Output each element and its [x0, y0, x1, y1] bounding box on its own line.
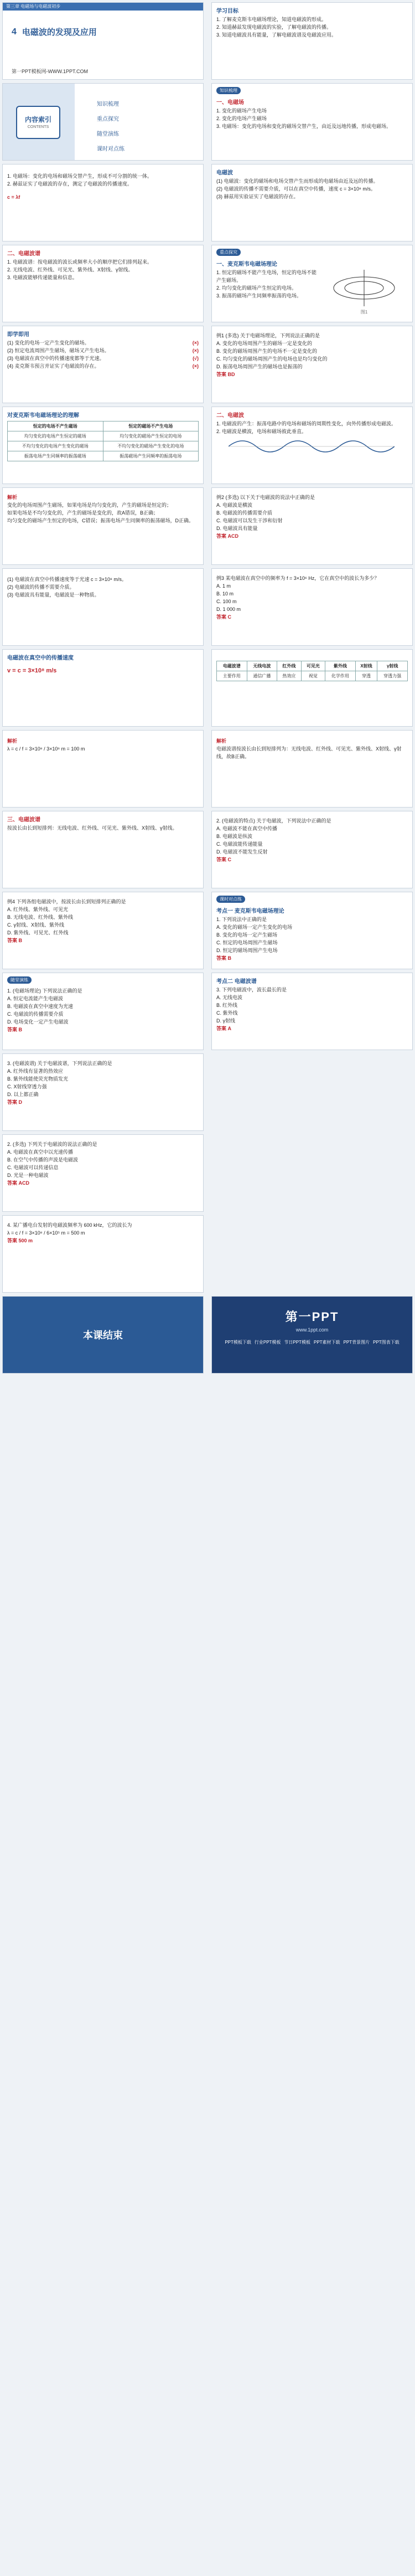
answer: 答案 500 m	[7, 1238, 33, 1243]
slide-brand	[211, 1296, 413, 1374]
text-line: 3. 电磁波能够传递能量和信息。	[7, 275, 78, 280]
text-line: 1. 恒定的磁场不能产生电场，恒定的电场不能产生磁场。	[216, 270, 317, 283]
question: 4. 某广播电台发射的电磁波频率为 600 kHz，它的波长为	[7, 1222, 132, 1228]
option: D. 电磁波不能发生反射	[216, 849, 268, 855]
option: C. γ射线、X射线、紫外线	[7, 922, 65, 928]
question: 例2 (多选) 以下关于电磁波的说法中正确的是	[216, 495, 315, 500]
option: D. γ射线	[216, 1018, 236, 1024]
text-line: (1) 电磁波在真空中传播速度等于光速 c = 3×10⁸ m/s。	[7, 577, 127, 582]
option: C. 电磁波可以传递信息	[7, 1165, 59, 1170]
slide-l7	[2, 487, 204, 565]
text-line: 1. 电磁波的产生：振荡电路中的电场和磁场的周期性变化，向外传播形成电磁波。	[216, 421, 397, 426]
text-line: (3) 赫兹用实验证实了电磁波的存在。	[216, 194, 299, 199]
formula: λ = c / f = 3×10⁸ / 6×10⁵ m = 500 m	[7, 1230, 85, 1236]
text-line: 变化的电场周围产生磁场，如果电场是均匀变化的，产生的磁场是恒定的；	[7, 502, 172, 508]
question: 例4 下列各组电磁波中，按波长由长到短排列正确的是	[7, 899, 126, 904]
contents-item[interactable]: 课时对点练	[97, 146, 124, 152]
judge-item: (1) 变化的电场一定产生变化的磁场。	[7, 340, 90, 346]
answer: 答案 B	[7, 938, 23, 943]
brand-link[interactable]: 节日PPT模板	[284, 1340, 310, 1345]
section-title: 二、电磁波谱	[7, 251, 40, 257]
judge-item: (4) 麦克斯韦预言并证实了电磁波的存在。	[7, 363, 100, 369]
end-text: 本课结束	[83, 1330, 123, 1341]
table-cell: 热效应	[277, 671, 301, 681]
slide-l10	[2, 730, 204, 808]
text-line: (2) 电磁波的传播不需要介质。	[7, 584, 75, 590]
option: A. 1 m	[216, 583, 231, 589]
slide-title	[2, 2, 204, 80]
table-header: 红外线	[277, 661, 301, 671]
option: C. 100 m	[216, 599, 237, 604]
text-line: 2. 均匀变化的磁场产生恒定的电场。	[216, 285, 297, 291]
slide-r3	[211, 164, 413, 241]
brand-site[interactable]: www.1ppt.com	[295, 1327, 329, 1333]
table-cell: 视觉	[301, 671, 325, 681]
option: B. 电磁波在真空中速度为光速	[7, 1004, 74, 1009]
judge-item: (3) 电磁波在真空中的传播速度都等于光速。	[7, 356, 105, 361]
option: A. 变化的磁场一定产生变化的电场	[216, 924, 293, 930]
table-header: 电磁波谱	[217, 661, 247, 671]
text-line: (2) 电磁波的传播不需要介质，可以在真空中传播，速度 c = 3×10⁸ m/s。	[216, 186, 376, 192]
answer: 答案 B	[216, 955, 232, 961]
slide-l13	[2, 973, 204, 1050]
table-header: 紫外线	[325, 661, 356, 671]
text-line: 电磁波谱按波长由长到短排列为：无线电波、红外线、可见光、紫外线、X射线、γ射线，故B正确。	[216, 746, 402, 759]
formula: λ = c / f = 3×10⁸ / 3×10⁶ m = 100 m	[7, 746, 85, 752]
spectrum-table	[216, 661, 408, 681]
site-link[interactable]: 第一PPT模板网-WWW.1PPT.COM	[12, 69, 88, 74]
slide-r9	[211, 649, 413, 727]
formula: v = c = 3×10⁸ m/s	[7, 667, 57, 674]
text-line: 1. 电磁波谱：按电磁波的波长或频率大小的顺序把它们排列起来。	[7, 259, 153, 265]
option: D. 电磁波具有能量	[216, 526, 258, 531]
answer: 答案 A	[216, 1026, 232, 1031]
table-header: X射线	[355, 661, 377, 671]
analysis-label: 解析	[7, 738, 18, 744]
option: C. 均匀变化的磁场周围产生的电场也是均匀变化的	[216, 356, 328, 362]
slide-l3	[2, 164, 204, 241]
text-line: 2. 变化的电场产生磁场	[216, 116, 267, 121]
table-header: 可见光	[301, 661, 325, 671]
lesson-title: 电磁波的发现及应用	[22, 28, 97, 37]
option: D. 1 000 m	[216, 606, 241, 612]
goals-head: 学习目标	[216, 8, 238, 14]
table-cell: 主要作用	[217, 671, 247, 681]
slide-l8	[2, 568, 204, 646]
section-title: 对麦克斯韦电磁场理论的理解	[7, 413, 79, 419]
section-title: 电磁波	[216, 170, 233, 176]
judge-item: (2) 恒定电流周围产生磁场，磁场又产生电场。	[7, 348, 110, 353]
option: A. 变化的电场周围产生的磁场一定是变化的	[216, 341, 313, 346]
slide-l12	[2, 892, 204, 969]
slide-goals	[211, 2, 413, 80]
option: B. 电磁波是纵波	[216, 834, 253, 839]
text-line: (1) 电磁波：变化的磁场和电场交替产生而形成的电磁场由近及远的传播。	[216, 178, 378, 184]
option: D. 振荡电场周围产生的磁场也是振荡的	[216, 364, 303, 369]
brand-link[interactable]: 行业PPT模板	[254, 1340, 281, 1345]
formula: c = λf	[7, 194, 20, 200]
section-title: 即学即用	[7, 332, 29, 338]
text-line: 2. 无线电波、红外线、可见光、紫外线、X射线、γ射线。	[7, 267, 133, 272]
option: D. 电场变化一定产生电磁波	[7, 1019, 69, 1025]
slide-r2	[211, 83, 413, 161]
option: B. 在空气中传播的声波是电磁波	[7, 1157, 79, 1163]
goal-item: 2. 知道赫兹发现电磁波的实验，了解电磁波的传播。	[216, 24, 332, 30]
answer: 答案 ACD	[216, 533, 238, 539]
contents-label: 内容索引	[24, 116, 51, 124]
slide-l14	[2, 1053, 204, 1131]
section-chip: 随堂演练	[7, 976, 32, 984]
slide-contents	[2, 83, 204, 161]
judge-mark: (×)	[192, 348, 199, 353]
table-header: 无线电波	[247, 661, 277, 671]
question: 例1 (多选) 关于电磁场理论，下列说法正确的是	[216, 333, 320, 338]
slide-r6	[211, 407, 413, 484]
answer: 答案 B	[7, 1027, 23, 1032]
text-line: 1. 变化的磁场产生电场	[216, 108, 267, 114]
slide-l6	[2, 407, 204, 484]
option: B. 电磁波的传播需要介质	[216, 510, 273, 516]
section-chip: 课时对点练	[216, 896, 245, 903]
brand-link[interactable]: PPT素材下载	[314, 1340, 340, 1345]
section-title: 考点二 电磁波谱	[216, 979, 257, 985]
slide-l4	[2, 245, 204, 322]
text-line: 1. 电磁场：变化的电场和磁场交替产生，形成不可分割的统一体。	[7, 173, 153, 179]
section-title: 三、电磁波谱	[7, 817, 40, 823]
brand-link[interactable]: PPT背景图片	[343, 1340, 370, 1345]
option: C. 恒定的电场周围产生磁场	[216, 940, 278, 945]
text-line: 2. 电磁波是横波，电场和磁场彼此垂直。	[216, 429, 307, 434]
option: B. 10 m	[216, 591, 234, 597]
text-line: 如果电场是不均匀变化的，产生的磁场是变化的，故A错误，B正确；	[7, 510, 159, 516]
option: A. 红外线有显著的热效应	[7, 1068, 64, 1074]
option: B. 红外线	[216, 1002, 238, 1008]
goal-item: 1. 了解麦克斯韦电磁场理论，知道电磁波的形成。	[216, 17, 327, 22]
table-cell: 振荡电场产生同频率的振荡磁场	[8, 451, 103, 461]
table-cell: 均匀变化的磁场产生恒定的电场	[103, 431, 199, 441]
contents-sub: CONTENTS	[27, 125, 49, 129]
table-cell: 均匀变化的电场产生恒定的磁场	[8, 431, 103, 441]
text-line: 均匀变化的磁场产生恒定的电场，C错误；振荡电场产生同频率的振荡磁场，D正确。	[7, 518, 194, 523]
slide-r12	[211, 892, 413, 969]
section-title: 一、麦克斯韦电磁场理论	[216, 261, 277, 268]
judge-mark: (×)	[192, 340, 199, 346]
table-cell: 通信广播	[247, 671, 277, 681]
option: A. 电磁波在真空中以光速传播	[7, 1149, 74, 1155]
option: B. 变化的磁场周围产生的电场不一定是变化的	[216, 348, 318, 354]
slide-r10	[211, 730, 413, 808]
lesson-number: 4	[12, 27, 17, 37]
contents-item[interactable]: 重点探究	[97, 116, 119, 122]
option: C. X射线穿透力强	[7, 1084, 47, 1089]
option: C. 电磁波能传递能量	[216, 841, 263, 847]
table-cell: 穿透	[355, 671, 377, 681]
section-chip: 重点探究	[216, 249, 241, 256]
option: D. 以上都正确	[7, 1092, 39, 1097]
brand-link[interactable]: PPT图表下载	[373, 1340, 400, 1345]
question: 2. (多选) 下列关于电磁波的说法正确的是	[7, 1142, 97, 1147]
table-cell: 穿透力强	[377, 671, 408, 681]
goal-item: 3. 知道电磁波具有能量，了解电磁波谱及电磁波应用。	[216, 32, 337, 38]
brand-link[interactable]: PPT模板下载	[225, 1340, 251, 1345]
slide-l15	[2, 1134, 204, 1212]
option: A. 电磁波不能在真空中传播	[216, 826, 278, 831]
answer: 答案 C	[216, 614, 232, 620]
option: D. 光是一种电磁波	[7, 1173, 49, 1178]
slide-header: 第三章 电磁场与电磁波初步	[3, 3, 203, 11]
section-title: 考点一 麦克斯韦电磁场理论	[216, 908, 284, 914]
contents-item[interactable]: 知识梳理	[97, 101, 119, 107]
text-line: 3. 电磁场：变化的电场和变化的磁场交替产生，由近及远地传播，形成电磁场。	[216, 124, 392, 129]
text-line: 2. 赫兹证实了电磁波的存在，测定了电磁波的传播速度。	[7, 181, 133, 187]
slide-r7	[211, 487, 413, 565]
table-header: γ射线	[377, 661, 408, 671]
analysis-label: 解析	[7, 495, 18, 500]
slide-l16	[2, 1215, 204, 1293]
question: 1. (电磁场理论) 下列说法正确的是	[7, 988, 82, 994]
contents-item[interactable]: 随堂演练	[97, 131, 119, 137]
option: B. 无线电波、红外线、紫外线	[7, 914, 74, 920]
question: 3. (电磁波谱) 关于电磁波谱，下列说法正确的是	[7, 1061, 112, 1066]
answer: 答案 C	[216, 857, 232, 862]
slide-end	[2, 1296, 204, 1374]
section-title: 二、电磁波	[216, 413, 244, 419]
option: A. 电磁波是横波	[216, 502, 253, 508]
field-lines-figure	[328, 269, 400, 307]
slide-r11	[211, 811, 413, 888]
text-line: (3) 电磁波具有能量，电磁波是一种物质。	[7, 592, 100, 598]
option: C. 紫外线	[216, 1010, 238, 1016]
wave-figure	[229, 435, 395, 457]
answer: 答案 BD	[216, 372, 235, 377]
judge-mark: (×)	[192, 363, 199, 369]
table-cell: 不均匀变化的磁场产生变化的电场	[103, 441, 199, 451]
table-cell: 不均匀变化的电场产生变化的磁场	[8, 441, 103, 451]
analysis-label: 解析	[216, 738, 227, 744]
question: 3. 下列电磁波中，波长最长的是	[216, 987, 287, 993]
option: A. 恒定电流能产生电磁波	[7, 996, 64, 1001]
question: 2. (电磁波的特点) 关于电磁波，下列说法中正确的是	[216, 818, 331, 824]
slide-r8	[211, 568, 413, 646]
table-cell: 振荡磁场产生同频率的振荡电场	[103, 451, 199, 461]
option: B. 变化的电场一定产生磁场	[216, 932, 278, 938]
section-title: 电磁波在真空中的传播速度	[7, 655, 74, 661]
text-line: 3. 振荡的磁场产生同频率振荡的电场。	[216, 293, 302, 299]
slide-r13	[211, 973, 413, 1050]
section-chip: 知识梳理	[216, 87, 241, 94]
answer: 答案 ACD	[7, 1180, 29, 1186]
brand-logo: 第一PPT	[285, 1310, 339, 1324]
judge-mark: (√)	[193, 356, 199, 361]
table-header: 恒定的电场不产生磁场	[8, 421, 103, 431]
question: 1. 下列说法中正确的是	[216, 917, 267, 922]
table-cell: 化学作用	[325, 671, 356, 681]
figure-caption: 图1	[360, 310, 368, 315]
slide-l11	[2, 811, 204, 888]
option: D. 恒定的磁场周围产生电场	[216, 948, 278, 953]
option: D. 紫外线、可见光、红外线	[7, 930, 69, 935]
theory-table	[7, 421, 199, 461]
option: A. 红外线、紫外线、可见光	[7, 907, 69, 912]
slide-l5	[2, 326, 204, 403]
option: B. 紫外线能使荧光物质发光	[7, 1076, 69, 1082]
option: A. 无线电波	[216, 995, 243, 1000]
text-line: 按波长由长到短排列：无线电波、红外线、可见光、紫外线、X射线、γ射线。	[7, 825, 178, 831]
table-header: 恒定的磁场不产生电场	[103, 421, 199, 431]
question: 例3 某电磁波在真空中的频率为 f = 3×10⁶ Hz，它在真空中的波长为多少？	[216, 575, 380, 581]
option: C. 电磁波的传播需要介质	[7, 1011, 64, 1017]
option: C. 电磁波可以发生干涉和衍射	[216, 518, 283, 523]
section-title: 一、电磁场	[216, 100, 244, 106]
answer: 答案 D	[7, 1099, 23, 1105]
slide-r5	[211, 326, 413, 403]
slide-l9	[2, 649, 204, 727]
slide-r4	[211, 245, 413, 322]
